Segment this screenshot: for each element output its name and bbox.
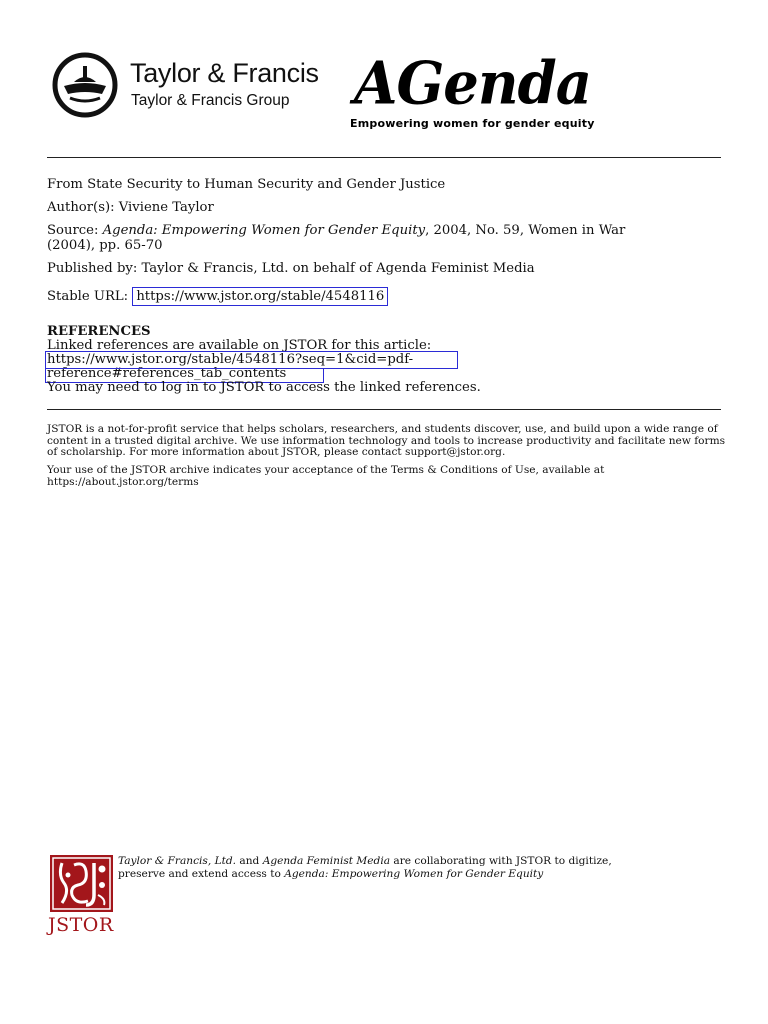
agenda-tagline: Empowering women for gender equity bbox=[350, 117, 595, 130]
journal-name: Agenda: Empowering Women for Gender Equity bbox=[284, 867, 544, 880]
stable-url-label: Stable URL: bbox=[47, 289, 129, 304]
partner-name: Agenda Feminist Media bbox=[262, 855, 391, 867]
references-intro: Linked references are available on JSTOR for this article: bbox=[47, 338, 432, 353]
source-details: , 2004, No. 59, Women in War bbox=[425, 223, 626, 238]
stable-url-line bbox=[47, 287, 388, 306]
terms-notice bbox=[47, 465, 727, 488]
authors-line bbox=[47, 200, 214, 216]
collab-text: are collaborating with JSTOR to digitize, bbox=[390, 855, 612, 867]
taylor-francis-name: Taylor & Francis bbox=[130, 58, 319, 88]
and-text: and bbox=[236, 855, 263, 867]
collaboration-line-1 bbox=[118, 855, 718, 868]
agenda-logo bbox=[350, 50, 635, 134]
references-link-line-1[interactable]: https://www.jstor.org/stable/4548116?seq=1&cid=pdf- bbox=[47, 352, 414, 367]
jstor-emblem-icon bbox=[50, 855, 113, 912]
article-title: From State Security to Human Security and Gender Justice bbox=[47, 177, 446, 192]
source-line-2: (2004), pp. 65-70 bbox=[47, 238, 163, 253]
source-label: Source: bbox=[47, 223, 99, 238]
references-link-line-2[interactable]: reference#references_tab_contents bbox=[47, 366, 287, 381]
published-by-line: Published by: Taylor & Francis, Ltd. on behalf of Agenda Feminist Media bbox=[47, 261, 535, 276]
taylor-francis-logo bbox=[52, 52, 342, 116]
taylor-francis-group: Taylor & Francis Group bbox=[131, 92, 290, 109]
source-line bbox=[47, 223, 625, 239]
references-heading: REFERENCES bbox=[47, 324, 151, 339]
publisher-name: Taylor & Francis, Ltd. bbox=[118, 855, 237, 867]
collaboration-note bbox=[118, 855, 718, 880]
references-link-box-top bbox=[45, 351, 458, 369]
stable-url-link[interactable]: https://www.jstor.org/stable/4548116 bbox=[132, 287, 388, 306]
agenda-wordmark: AGenda bbox=[354, 48, 592, 119]
preserve-text: preserve and extend access to bbox=[118, 867, 285, 880]
authors-value: Viviene Taylor bbox=[118, 200, 214, 215]
authors-label: Author(s): bbox=[47, 200, 115, 215]
source-journal: Agenda: Empowering Women for Gender Equity bbox=[102, 223, 426, 238]
collaboration-line-2 bbox=[118, 868, 718, 881]
top-divider bbox=[47, 157, 721, 158]
taylor-francis-emblem-icon bbox=[52, 52, 118, 118]
jstor-wordmark: JSTOR bbox=[48, 914, 114, 936]
terms-notice-text: Your use of the JSTOR archive indicates your acceptance of the Terms & Conditions of Use, available at bbox=[47, 464, 605, 476]
middle-divider bbox=[47, 409, 721, 410]
terms-link[interactable]: https://about.jstor.org/terms bbox=[47, 475, 199, 488]
jstor-notice: JSTOR is a not-for-profit service that helps scholars, researchers, and students discover, use, and build upon a wide range of content in a trusted digital archive. We use information technology and tools to increase productivity and facilitate new forms of scholarship. For more information about JSTOR, please contact support@jstor.org. bbox=[47, 423, 726, 458]
references-login-note: You may need to log in to JSTOR to access the linked references. bbox=[47, 380, 481, 395]
